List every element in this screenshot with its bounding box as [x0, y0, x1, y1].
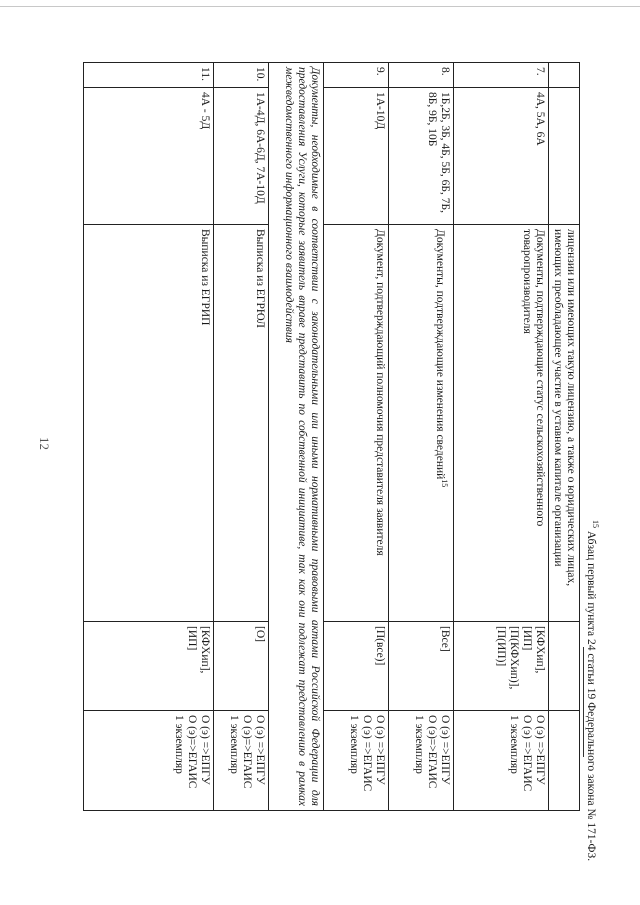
page-number: 12 — [37, 437, 52, 450]
submission-mode: О (э) =>ЕПГУ О (э)=>ЕГАИС 1 экземпляр — [214, 711, 269, 811]
applicant-categories: [П(все)] — [324, 622, 389, 711]
row-number: 11. — [84, 63, 214, 88]
top-rule — [0, 6, 640, 7]
rotated-table-block — [85, 62, 580, 806]
submission-mode: О (э) =>ЕПГУ О (э) =>ЕГАИС 1 экземпляр — [454, 711, 549, 811]
footnote-rule — [583, 647, 584, 757]
applicant-codes — [549, 88, 580, 225]
section-heading: Документы, необходимые в соответствии с законодательными или иными нормативными правовыми актами Российской Федерации для предоставления Услуги, которые заявитель вправе представить по собственной инициативе, так как они подлежат представлению в рамках межведомственного информационного взаимодействия — [269, 63, 324, 811]
submission-mode — [549, 711, 580, 811]
footnote-mark: 15 — [440, 479, 449, 488]
table-row — [324, 63, 389, 811]
applicant-categories: [Все] — [389, 622, 454, 711]
applicant-codes: 1Б,2Б, 3Б, 4Б, 5Б, 6Б, 7Б, 8Б, 9Б, 10Б — [389, 88, 454, 225]
table-row — [549, 63, 580, 811]
submission-mode: О (э) =>ЕПГУ О (э) =>ЕГАИС 1 экземпляр — [324, 711, 389, 811]
applicant-categories: [КФХип], [ИП] — [84, 622, 214, 711]
row-number: 9. — [324, 63, 389, 88]
document-name: Документы, подтверждающие изменения сведений$^{15}$ — [389, 225, 454, 622]
document-name: Документ, подтверждающий полномочия представителя заявителя — [324, 225, 389, 622]
applicant-codes: 1А-10Д — [324, 88, 389, 225]
row-number: 7. — [454, 63, 549, 88]
submission-mode: О (э) =>ЕПГУ О (э)=>ЕГАИС 1 экземпляр — [84, 711, 214, 811]
applicant-categories — [549, 622, 580, 711]
table-row — [389, 63, 454, 811]
table-row — [214, 63, 269, 811]
row-number — [549, 63, 580, 88]
footnote-text: Абзац первый пункта 24 статьи 19 Федерального закона № 171-ФЗ. — [585, 530, 598, 862]
document-name: Выписка из ЕГРИП — [84, 225, 214, 622]
applicant-codes: 4А, 5А, 6А — [454, 88, 549, 225]
table-row — [84, 63, 214, 811]
row-number: 8. — [389, 63, 454, 88]
document-name: Документы, подтверждающие статус сельскохозяйственного товаропроизводителя — [454, 225, 549, 622]
row-number: 10. — [214, 63, 269, 88]
submission-mode: О (э) =>ЕПГУ О (э)=>ЕГАИС 1 экземпляр — [389, 711, 454, 811]
applicant-categories: [КФХип], [ИП] [П(КФХип)], [П(ИП)] — [454, 622, 549, 711]
applicant-codes: 1А-4Д, 6А-6Д, 7А-10Д — [214, 88, 269, 225]
section-row — [269, 63, 324, 811]
requirements-table — [83, 62, 580, 811]
document-name: лицензии или имеющих такую лицензию, а также о юридических лицах, имеющих преобладающее участие в уставном капитале организации — [549, 225, 580, 622]
table-row — [454, 63, 549, 811]
document-name: Выписка из ЕГРЮЛ — [214, 225, 269, 622]
applicant-categories: [О] — [214, 622, 269, 711]
applicant-codes: 4А - 5Д — [84, 88, 214, 225]
footnote-number: 15 — [591, 520, 600, 528]
footnote — [585, 520, 600, 861]
